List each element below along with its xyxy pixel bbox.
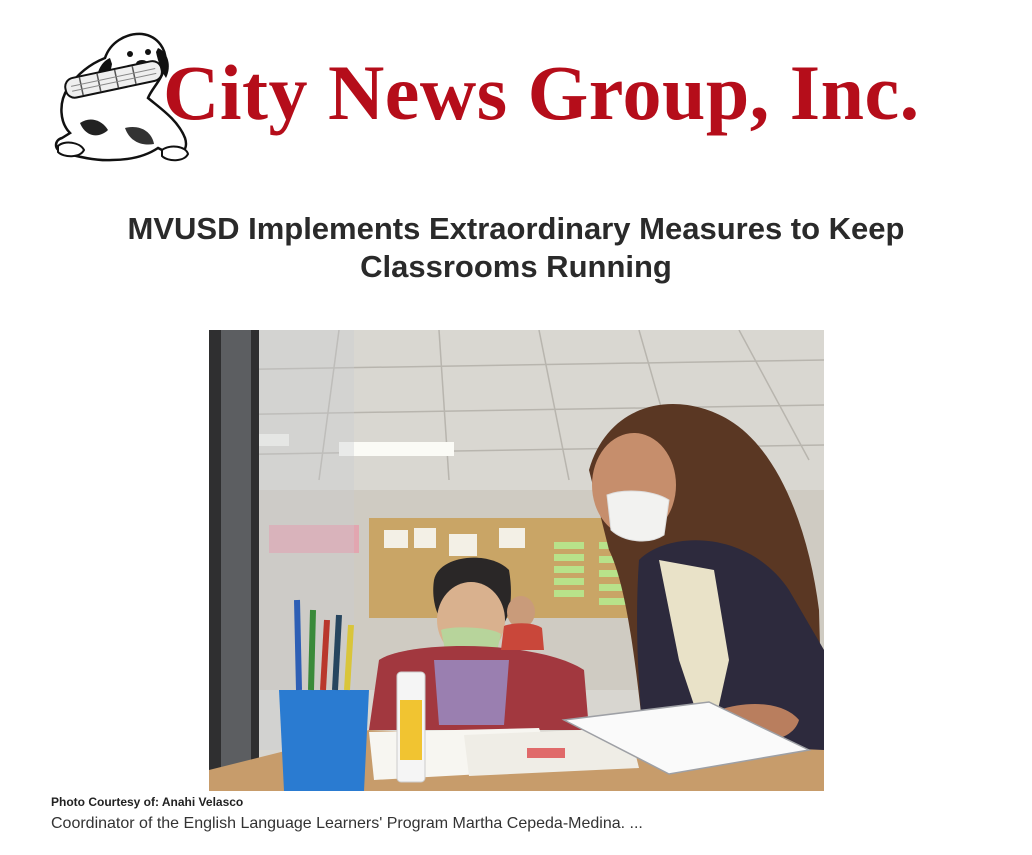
photo-credit-name: Anahi Velasco — [161, 795, 244, 809]
photo-caption: Coordinator of the English Language Learners' Program Martha Cepeda-Medina. ... — [51, 815, 643, 832]
photo-credit-label: Photo Courtesy of: — [51, 795, 159, 809]
photo-credit — [51, 795, 243, 809]
brand-name: City News Group, Inc. — [163, 49, 920, 136]
article-headline: MVUSD Implements Extraordinary Measures to Keep Classrooms Running — [127, 211, 905, 284]
article-photo — [209, 330, 824, 791]
masthead[interactable] — [50, 28, 980, 178]
